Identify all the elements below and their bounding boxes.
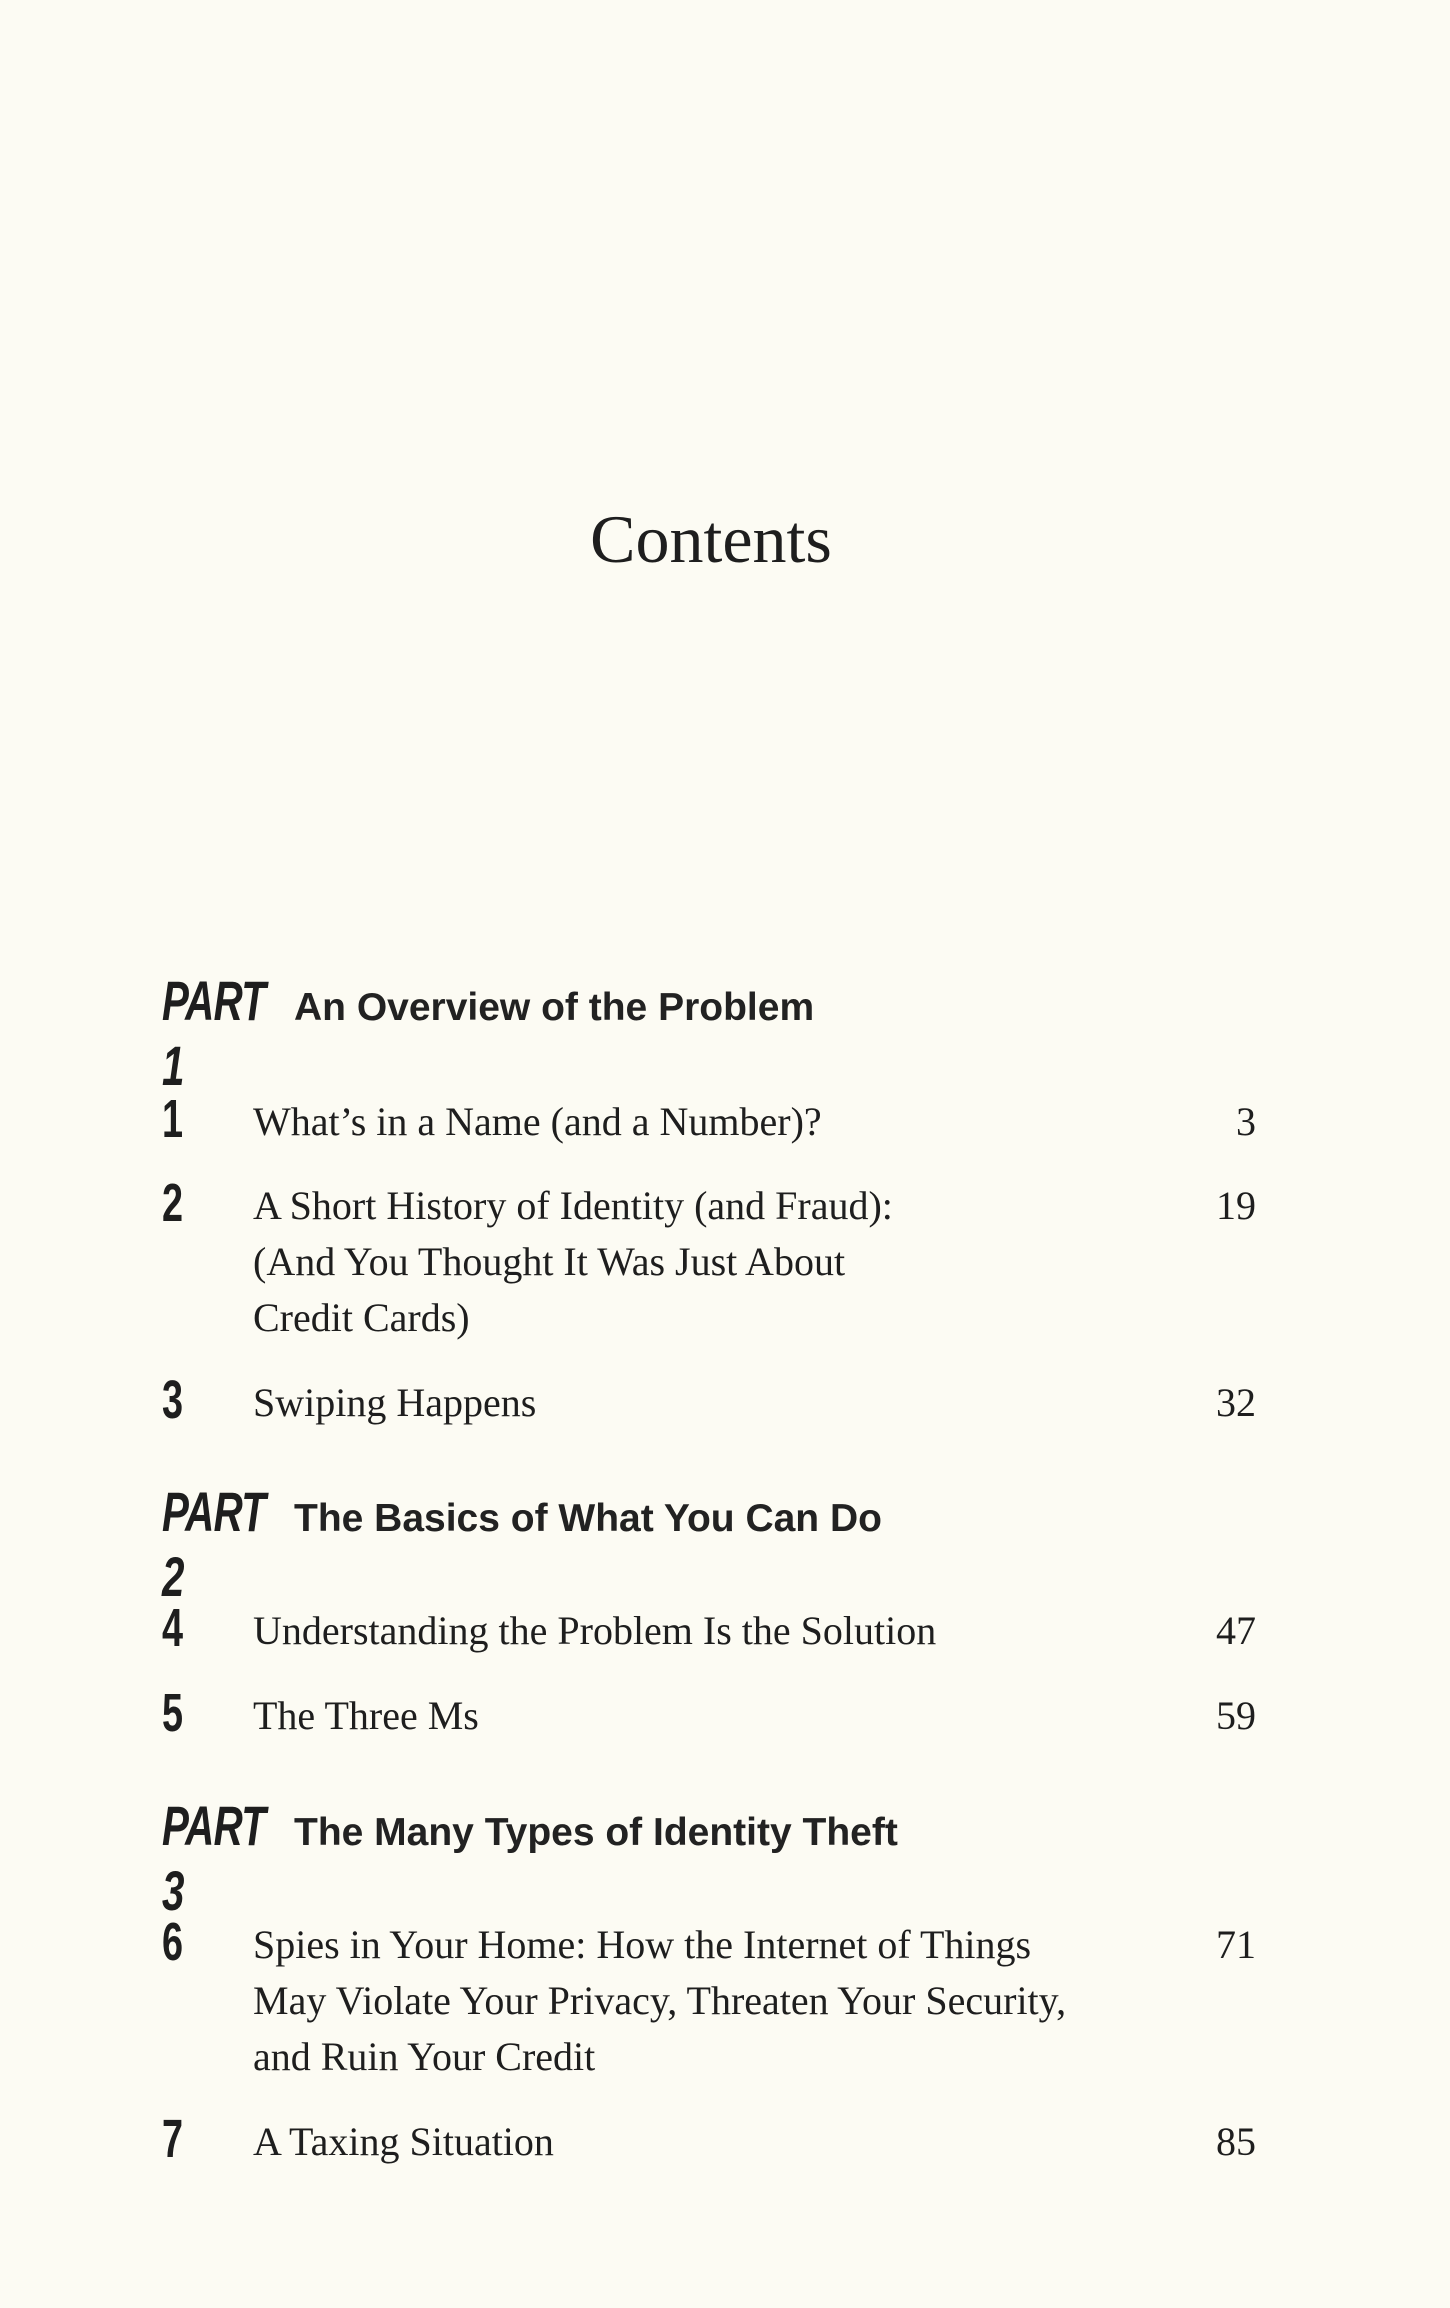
page-number: 85 bbox=[1216, 2119, 1256, 2164]
part-title: An Overview of the Problem bbox=[294, 986, 815, 1029]
chapter-number: 5 bbox=[162, 1683, 184, 1743]
part-heading bbox=[162, 968, 815, 1097]
page-number: 32 bbox=[1216, 1380, 1256, 1425]
chapter-number: 4 bbox=[162, 1598, 184, 1658]
part-label: PART 1 bbox=[162, 969, 266, 1097]
chapter-title: A Short History of Identity (and Fraud): (And You Thought It Was Just About Credit Cards) bbox=[253, 1183, 893, 1340]
page-number: 19 bbox=[1216, 1183, 1256, 1228]
chapter-number: 6 bbox=[162, 1912, 184, 1972]
page-number: 47 bbox=[1216, 1608, 1256, 1653]
part-label: PART 3 bbox=[162, 1794, 266, 1922]
chapter-title: The Three Ms bbox=[253, 1693, 479, 1738]
chapter-number: 3 bbox=[162, 1370, 184, 1430]
part-heading bbox=[162, 1479, 882, 1608]
page-number: 59 bbox=[1216, 1693, 1256, 1738]
chapter-number: 7 bbox=[162, 2109, 184, 2169]
part-title: The Many Types of Identity Theft bbox=[294, 1811, 898, 1854]
page-number: 71 bbox=[1216, 1922, 1256, 1967]
part-heading bbox=[162, 1793, 898, 1922]
part-title: The Basics of What You Can Do bbox=[294, 1497, 882, 1540]
chapter-title: What’s in a Name (and a Number)? bbox=[253, 1099, 822, 1144]
page-title: Contents bbox=[590, 501, 832, 577]
chapter-title: Swiping Happens bbox=[253, 1380, 537, 1425]
chapter-number: 1 bbox=[162, 1089, 184, 1149]
chapter-title: A Taxing Situation bbox=[253, 2119, 554, 2164]
page-number: 3 bbox=[1236, 1099, 1256, 1144]
chapter-title: Spies in Your Home: How the Internet of Things May Violate Your Privacy, Threaten Your Security, and Ruin Your Credit bbox=[253, 1922, 1067, 2079]
part-label: PART 2 bbox=[162, 1480, 266, 1608]
chapter-title: Understanding the Problem Is the Solution bbox=[253, 1608, 937, 1653]
chapter-number: 2 bbox=[162, 1173, 184, 1233]
